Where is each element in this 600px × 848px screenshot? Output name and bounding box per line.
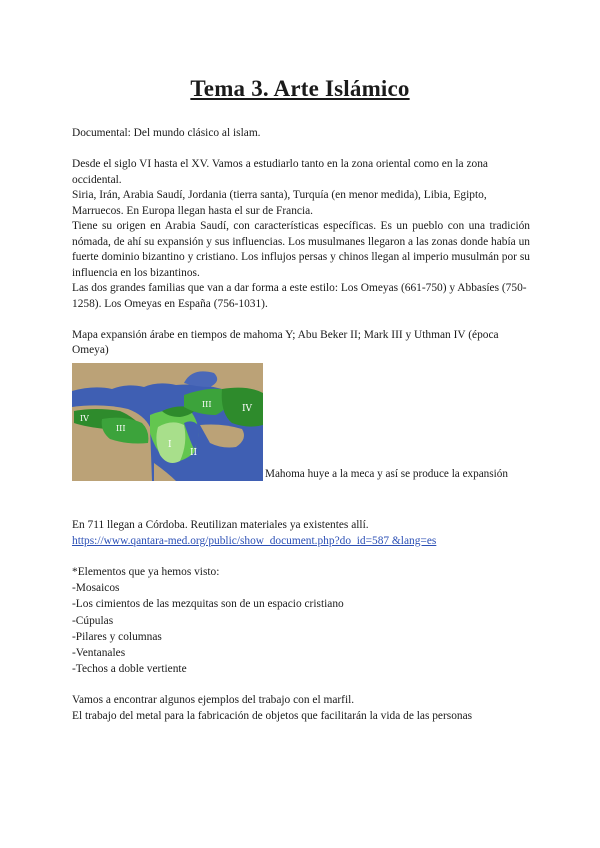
- families-paragraph: Las dos grandes familias que van a dar forma a este estilo: Los Omeyas (661-750) y Abbasíes (750-1258). Los Omeyas en España (756-1031).: [72, 282, 527, 310]
- document-body-lower: [72, 518, 530, 724]
- documental-line: Documental: Del mundo clásico al islam.: [72, 127, 261, 139]
- elements-list: [72, 580, 530, 678]
- map-label-iv-east: IV: [242, 403, 253, 414]
- elements-heading: *Elementos que ya hemos visto:: [72, 565, 220, 578]
- map-caption: Mahoma huye a la meca y así se produce la expansión: [265, 467, 508, 480]
- map-label-i: I: [168, 439, 172, 450]
- map-intro: Mapa expansión árabe en tiempos de mahoma Y; Abu Beker II; Mark III y Uthman IV (época Omeya): [72, 328, 499, 356]
- list-item: -Ventanales: [72, 647, 126, 660]
- origin-paragraph: Tiene su origen en Arabia Saudí, con características específicas. Es un pueblo con una tradición nómada, de ahí su expansión y sus influencias. Los musulmanes llegaron a las zonas donde había un fuerte dominio bizantino y cristiano. Los influjos persas y chinos llegan al imperio musulmán por su influencia en los bizantinos.: [72, 220, 530, 279]
- intro-paragraph: Desde el siglo VI hasta el XV. Vamos a estudiarlo tanto en la zona oriental como en la zona occidental.: [72, 158, 488, 186]
- map-label-ii: II: [190, 447, 198, 458]
- list-item: -Pilares y columnas: [72, 630, 162, 643]
- marfil-line: Vamos a encontrar algunos ejemplos del trabajo con el marfil.: [72, 694, 355, 707]
- document-body: [72, 126, 530, 481]
- expansion-map: [72, 363, 263, 481]
- page-title: Tema 3. Arte Islámico: [190, 76, 410, 101]
- list-item: -Los cimientos de las mezquitas son de un espacio cristiano: [72, 598, 344, 611]
- list-item: -Cúpulas: [72, 614, 114, 627]
- map-figure: [72, 363, 530, 481]
- list-item: -Mosaicos: [72, 582, 120, 594]
- qantara-link[interactable]: https://www.qantara-med.org/public/show_document.php?do_id=587 &lang=es: [72, 534, 437, 547]
- map-label-iii-west: III: [116, 423, 126, 433]
- list-item: -Techos a doble vertiente: [72, 663, 187, 676]
- cordoba-line: En 711 llegan a Córdoba. Reutilizan materiales ya existentes allí.: [72, 519, 369, 531]
- map-label-iii-east: III: [202, 399, 212, 409]
- metal-line: El trabajo del metal para la fabricación de objetos que facilitarán la vida de las personas: [72, 709, 473, 722]
- map-label-iv-west: IV: [80, 413, 89, 423]
- regions-paragraph: Siria, Irán, Arabia Saudí, Jordania (tierra santa), Turquía (en menor medida), Libia, Egipto, Marruecos. En Europa llegan hasta el sur de Francia.: [72, 189, 487, 217]
